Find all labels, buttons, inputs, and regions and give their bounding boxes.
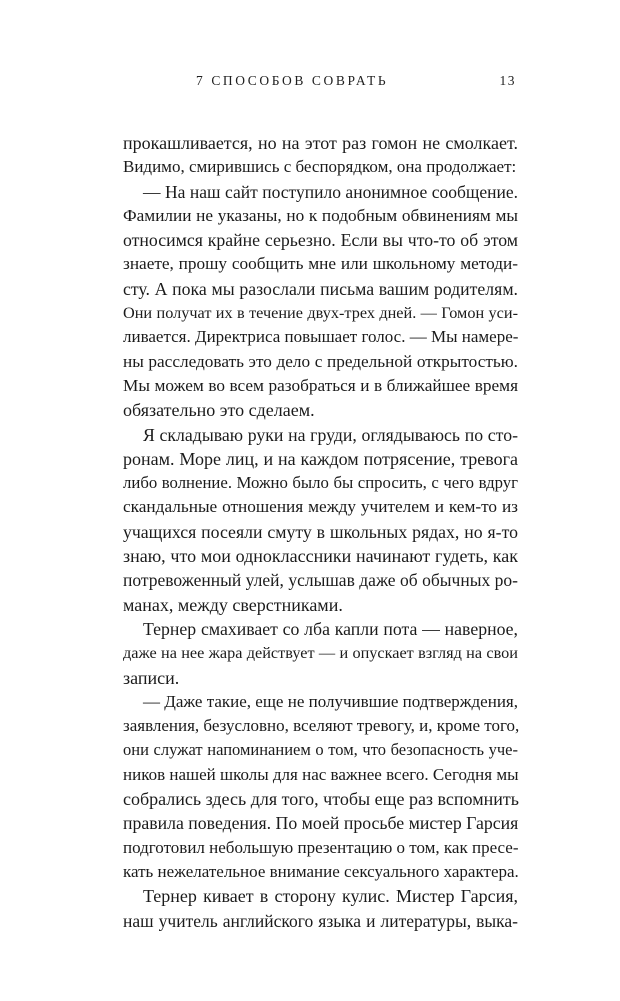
text-line: Я складываю руки на груди, оглядываюсь по сто- <box>143 424 518 445</box>
text-line: кать нежелательное внимание сексуального характера. <box>123 861 519 881</box>
text-line: относимся крайне серьезно. Если вы что-то об этом <box>123 230 518 251</box>
text-line: либо волнение. Можно было бы спросить, с чего вдруг <box>123 473 518 493</box>
text-body <box>123 131 518 933</box>
text-line: Фамилии не указаны, но к подобным обвинениям мы <box>123 205 518 225</box>
text-line: обязательно это сделаем. <box>123 400 315 421</box>
text-line: Мы можем во всем разобраться и в ближайшее время <box>123 375 518 395</box>
text-line: ников нашей школы для нас важнее всего. Сегодня мы <box>123 764 519 784</box>
text-line: ны расследовать это дело с предельной открытостью. <box>123 351 518 371</box>
text-line: подготовил небольшую презентацию о том, как пресе- <box>123 837 519 857</box>
text-line: ливается. Директриса повышает голос. — Мы намере- <box>123 327 519 347</box>
text-line: ронам. Море лиц, и на каждом потрясение, тревога <box>123 448 518 469</box>
text-line: — Даже такие, еще не получившие подтверждения, <box>143 691 518 711</box>
text-line: учащихся посеяли смуту в школьных рядах, но я-то <box>123 521 518 542</box>
text-line: Тернер смахивает со лба капли пота — наверное, <box>143 618 518 639</box>
text-line: Тернер кивает в сторону кулис. Мистер Гарсия, <box>143 886 518 907</box>
text-line: собрались здесь для того, чтобы еще раз вспомнить <box>123 789 519 810</box>
text-line: правила поведения. По моей просьбе мистер Гарсия <box>123 813 519 834</box>
text-line: потревоженный улей, услышав даже об обычных ро- <box>123 570 518 591</box>
text-line: даже на нее жара действует — и опускает взгляд на свои <box>123 644 518 663</box>
text-line: скандальные отношения между учителем и кем-то из <box>123 497 518 517</box>
running-title: 7 СПОСОБОВ СОВРАТЬ <box>196 73 389 88</box>
page-number: 13 <box>499 73 516 88</box>
text-line: записи. <box>123 667 180 688</box>
text-line: прокашливается, но на этот раз гомон не смолкает. <box>123 133 518 153</box>
text-line: наш учитель английского языка и литературы, выка- <box>123 910 518 931</box>
text-line: Видимо, смирившись с беспорядком, она продолжает: <box>123 157 517 177</box>
text-line: заявления, безусловно, вселяют тревогу, и, кроме того, <box>123 716 520 736</box>
text-line: Они получат их в течение двух-трех дней. — Гомон уси- <box>123 304 518 323</box>
text-line: сту. А пока мы разослали письма вашим родителям. <box>123 278 518 299</box>
running-head <box>122 73 516 93</box>
text-line: знаю, что мои одноклассники начинают гудеть, как <box>123 546 518 567</box>
text-line: они служат напоминанием о том, что безопасность уче- <box>123 740 518 760</box>
text-line: знаете, прошу сообщить мне или школьному методи- <box>123 254 518 274</box>
text-line: — На наш сайт поступило анонимное сообщение. <box>143 181 518 202</box>
text-line: манах, между сверстниками. <box>123 594 343 615</box>
